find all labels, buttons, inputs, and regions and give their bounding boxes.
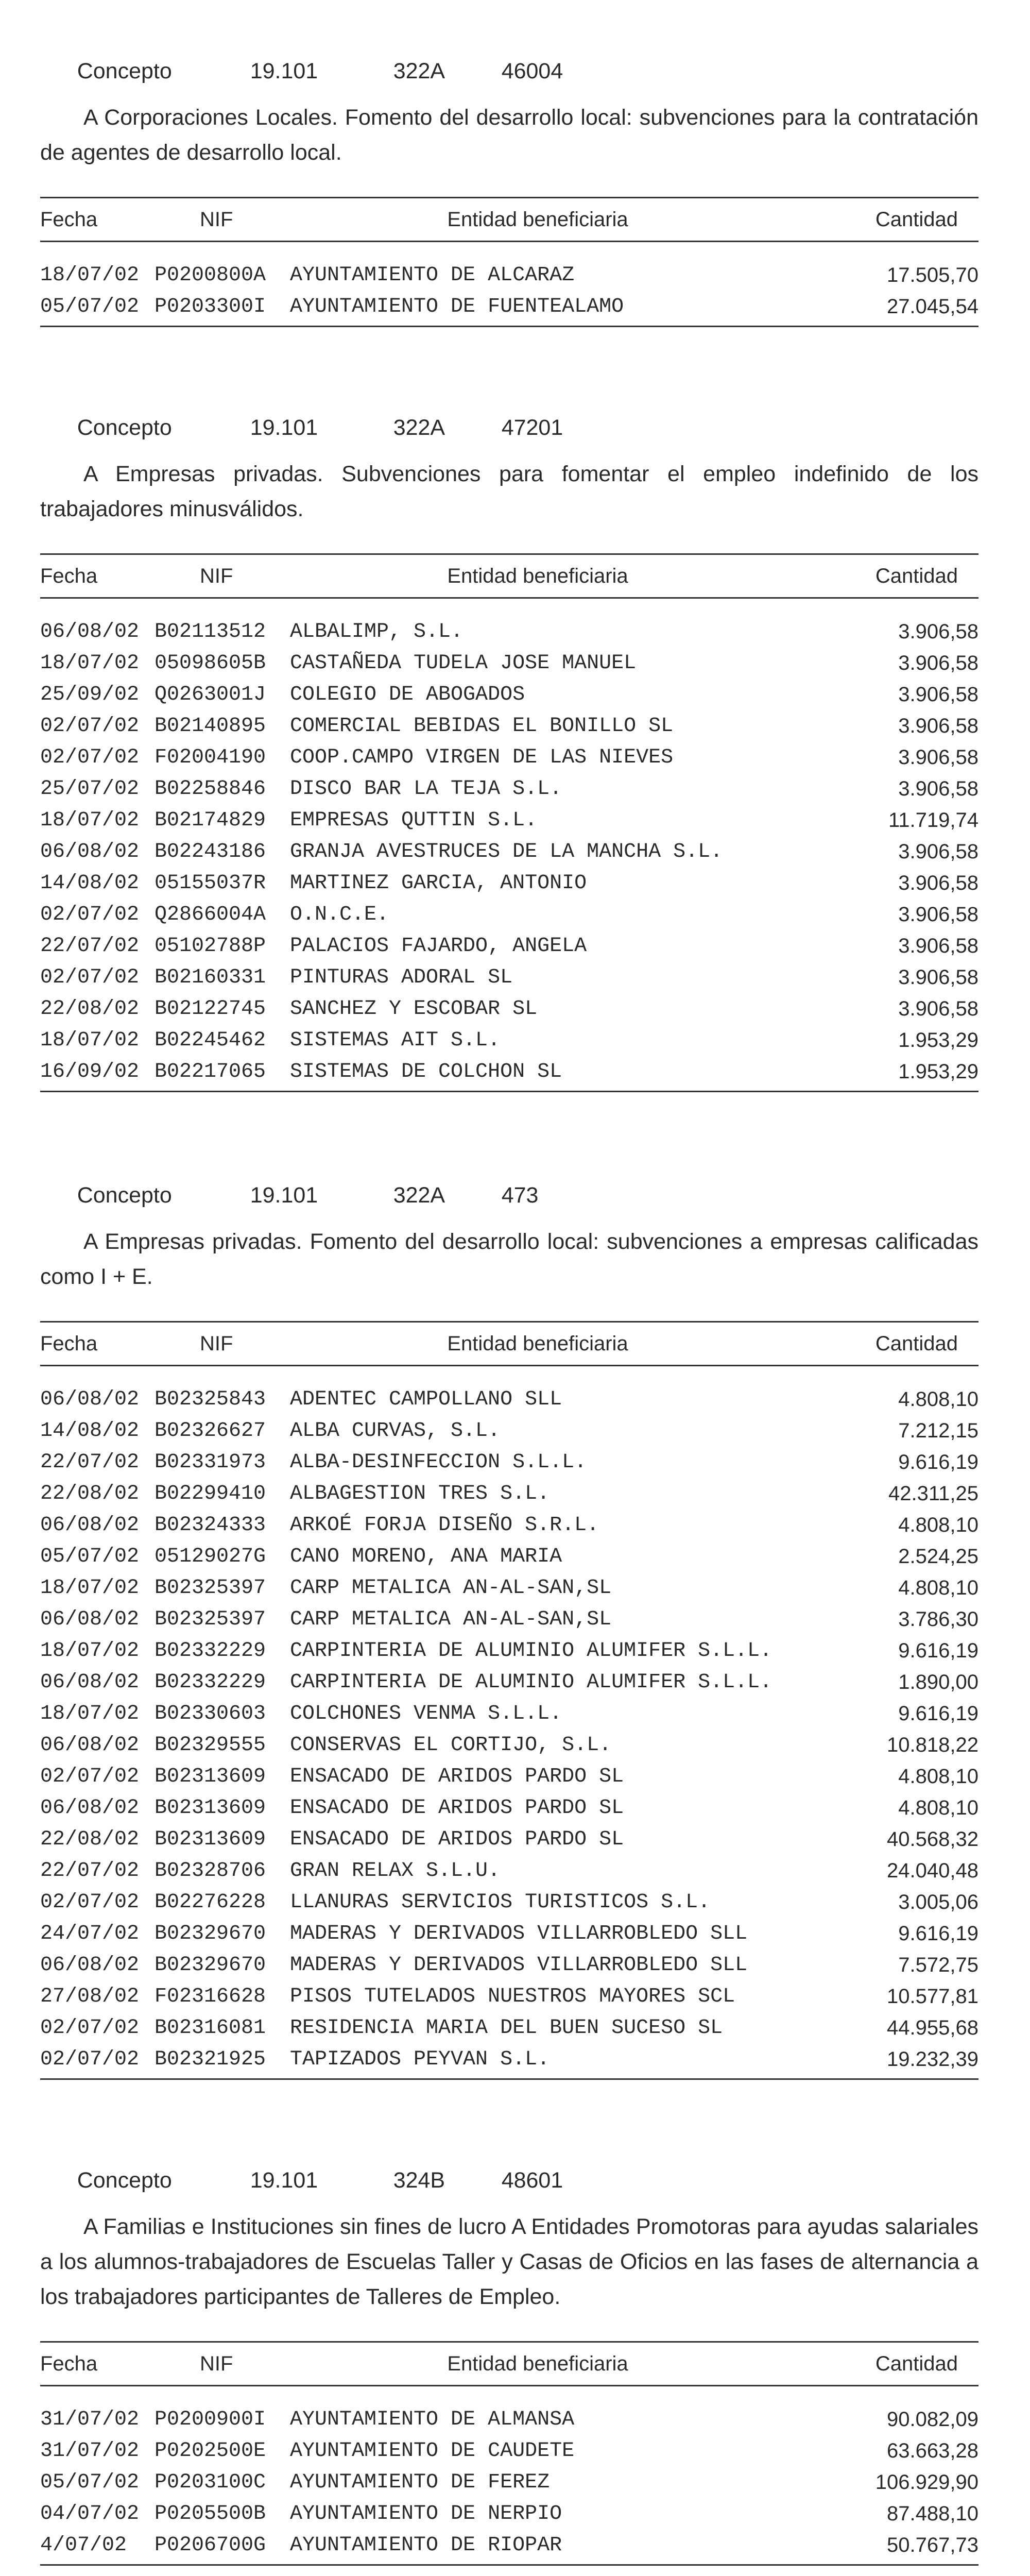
table-row — [40, 1761, 978, 1792]
cell-entidad: SISTEMAS DE COLCHON SL — [290, 1060, 562, 1083]
header-fecha: Fecha — [40, 1332, 98, 1355]
cell-cantidad: 3.906,58 — [898, 777, 978, 800]
table-row — [40, 1887, 978, 1918]
beneficiaries-table — [40, 553, 978, 1092]
cell-fecha: 27/08/02 — [40, 1985, 140, 2008]
beneficiaries-table — [40, 1321, 978, 2080]
header-cantidad: Cantidad — [875, 2352, 958, 2375]
cell-entidad: ENSACADO DE ARIDOS PARDO SL — [290, 1797, 624, 1820]
table-row — [40, 1824, 978, 1855]
cell-nif: B02313609 — [154, 1828, 266, 1851]
cell-entidad: TAPIZADOS PEYVAN S.L. — [290, 2048, 550, 2071]
concept-label: Concepto — [77, 2168, 172, 2193]
cell-entidad: CARPINTERIA DE ALUMINIO ALUMIFER S.L.L. — [290, 1639, 772, 1663]
cell-nif: F02004190 — [154, 746, 266, 769]
cell-fecha: 16/09/02 — [40, 1060, 140, 1083]
cell-cantidad: 17.505,70 — [887, 264, 978, 286]
cell-nif: B02299410 — [154, 1482, 266, 1505]
cell-nif: B02321925 — [154, 2048, 266, 2071]
cell-entidad: AYUNTAMIENTO DE CAUDETE — [290, 2439, 575, 2463]
table-row — [40, 1950, 978, 1981]
concept-code-concept: 47201 — [501, 415, 563, 440]
concept-heading — [40, 2134, 978, 2193]
cell-nif: B02316081 — [154, 2016, 266, 2040]
cell-fecha: 18/07/02 — [40, 1639, 140, 1663]
cell-nif: B02329555 — [154, 1734, 266, 1757]
cell-nif: 05129027G — [154, 1545, 266, 1568]
cell-nif: P0205500B — [154, 2502, 266, 2526]
cell-nif: Q2866004A — [154, 903, 266, 926]
concept-section — [40, 25, 978, 327]
table-row — [40, 1855, 978, 1887]
concept-label: Concepto — [77, 1183, 172, 1208]
cell-nif: P0206700G — [154, 2534, 266, 2557]
header-nif: NIF — [200, 1332, 233, 1355]
table-row — [40, 1635, 978, 1667]
cell-nif: P0203100C — [154, 2471, 266, 2494]
table-row — [40, 1698, 978, 1730]
cell-entidad: COMERCIAL BEBIDAS EL BONILLO SL — [290, 715, 674, 738]
cell-fecha: 31/07/02 — [40, 2408, 140, 2431]
concept-code-program: 324B — [393, 2168, 445, 2193]
cell-nif: B02313609 — [154, 1797, 266, 1820]
cell-cantidad: 40.568,32 — [887, 1828, 978, 1851]
cell-fecha: 14/08/02 — [40, 872, 140, 895]
cell-cantidad: 9.616,19 — [898, 1639, 978, 1662]
cell-fecha: 06/08/02 — [40, 1797, 140, 1820]
cell-cantidad: 3.906,58 — [898, 652, 978, 674]
cell-entidad: SISTEMAS AIT S.L. — [290, 1029, 501, 1052]
cell-nif: B02328706 — [154, 1859, 266, 1883]
table-header — [40, 197, 978, 242]
table-row — [40, 962, 978, 993]
concept-section — [40, 1149, 978, 2080]
concept-code-concept: 48601 — [501, 2168, 563, 2193]
table-row — [40, 899, 978, 930]
cell-cantidad: 3.906,58 — [898, 620, 978, 643]
cell-nif: B02276228 — [154, 1891, 266, 1914]
concept-heading — [40, 381, 978, 440]
cell-entidad: ALBA CURVAS, S.L. — [290, 1419, 501, 1443]
cell-entidad: CANO MORENO, ANA MARIA — [290, 1545, 562, 1568]
header-entidad: Entidad beneficiaria — [447, 2352, 628, 2375]
concept-code-service: 19.101 — [250, 415, 318, 440]
cell-cantidad: 63.663,28 — [887, 2439, 978, 2462]
table-header — [40, 553, 978, 599]
table-row — [40, 773, 978, 805]
cell-entidad: SANCHEZ Y ESCOBAR SL — [290, 997, 538, 1021]
cell-nif: P0202500E — [154, 2439, 266, 2463]
concept-code-program: 322A — [393, 1183, 445, 1208]
table-row — [40, 1981, 978, 2012]
header-fecha: Fecha — [40, 564, 98, 587]
cell-nif: B02329670 — [154, 1954, 266, 1977]
cell-nif: 05102788P — [154, 935, 266, 958]
cell-fecha: 04/07/02 — [40, 2502, 140, 2526]
cell-entidad: ADENTEC CAMPOLLANO SLL — [290, 1388, 562, 1411]
table-body — [40, 599, 978, 1092]
cell-fecha: 06/08/02 — [40, 1954, 140, 1977]
cell-nif: B02258846 — [154, 777, 266, 801]
cell-entidad: LLANURAS SERVICIOS TURISTICOS S.L. — [290, 1891, 711, 1914]
cell-entidad: GRANJA AVESTRUCES DE LA MANCHA S.L. — [290, 840, 723, 863]
table-row — [40, 2435, 978, 2467]
cell-fecha: 05/07/02 — [40, 1545, 140, 1568]
cell-fecha: 14/08/02 — [40, 1419, 140, 1443]
cell-entidad: COLCHONES VENMA S.L.L. — [290, 1702, 562, 1725]
table-row — [40, 1541, 978, 1572]
cell-nif: B02122745 — [154, 997, 266, 1021]
cell-cantidad: 4.808,10 — [898, 1514, 978, 1536]
beneficiaries-table — [40, 2341, 978, 2566]
cell-fecha: 06/08/02 — [40, 1608, 140, 1631]
cell-fecha: 22/08/02 — [40, 997, 140, 1021]
table-row — [40, 260, 978, 291]
cell-fecha: 02/07/02 — [40, 903, 140, 926]
concept-code-concept: 46004 — [501, 59, 563, 83]
cell-entidad: AYUNTAMIENTO DE NERPIO — [290, 2502, 562, 2526]
cell-entidad: ENSACADO DE ARIDOS PARDO SL — [290, 1828, 624, 1851]
cell-fecha: 02/07/02 — [40, 966, 140, 989]
cell-nif: B02113512 — [154, 620, 266, 643]
cell-fecha: 18/07/02 — [40, 1702, 140, 1725]
cell-entidad: EMPRESAS QUTTIN S.L. — [290, 809, 538, 832]
cell-cantidad: 4.808,10 — [898, 1388, 978, 1411]
cell-entidad: COLEGIO DE ABOGADOS — [290, 683, 525, 706]
cell-cantidad: 90.082,09 — [887, 2408, 978, 2431]
table-row — [40, 679, 978, 710]
cell-nif: F02316628 — [154, 1985, 266, 2008]
header-entidad: Entidad beneficiaria — [447, 208, 628, 231]
cell-fecha: 22/07/02 — [40, 935, 140, 958]
cell-fecha: 22/08/02 — [40, 1828, 140, 1851]
concept-code-program: 322A — [393, 59, 445, 83]
concept-section — [40, 381, 978, 1092]
cell-fecha: 06/08/02 — [40, 1388, 140, 1411]
table-row — [40, 2404, 978, 2435]
cell-cantidad: 7.212,15 — [898, 1419, 978, 1442]
cell-cantidad: 44.955,68 — [887, 2016, 978, 2039]
cell-entidad: CASTAÑEDA TUDELA JOSE MANUEL — [290, 652, 637, 675]
table-row — [40, 805, 978, 836]
table-row — [40, 930, 978, 962]
cell-nif: B02245462 — [154, 1029, 266, 1052]
cell-fecha: 18/07/02 — [40, 264, 140, 287]
header-nif: NIF — [200, 208, 233, 231]
header-cantidad: Cantidad — [875, 564, 958, 587]
cell-cantidad: 24.040,48 — [887, 1859, 978, 1882]
cell-entidad: MADERAS Y DERIVADOS VILLARROBLEDO SLL — [290, 1922, 748, 1945]
cell-fecha: 22/08/02 — [40, 1482, 140, 1505]
cell-fecha: 31/07/02 — [40, 2439, 140, 2463]
cell-entidad: CONSERVAS EL CORTIJO, S.L. — [290, 1734, 612, 1757]
cell-fecha: 05/07/02 — [40, 295, 140, 318]
cell-cantidad: 4.808,10 — [898, 1577, 978, 1599]
cell-nif: P0203300I — [154, 295, 266, 318]
cell-nif: B02332229 — [154, 1671, 266, 1694]
cell-fecha: 22/07/02 — [40, 1859, 140, 1883]
table-header — [40, 2341, 978, 2386]
table-row — [40, 710, 978, 742]
table-body — [40, 1366, 978, 2080]
cell-nif: B02217065 — [154, 1060, 266, 1083]
cell-nif: B02326627 — [154, 1419, 266, 1443]
table-row — [40, 1667, 978, 1698]
cell-cantidad: 106.929,90 — [875, 2471, 978, 2494]
table-row — [40, 868, 978, 899]
cell-nif: B02329670 — [154, 1922, 266, 1945]
cell-cantidad: 1.953,29 — [898, 1060, 978, 1083]
cell-fecha: 06/08/02 — [40, 1514, 140, 1537]
cell-cantidad: 3.906,58 — [898, 683, 978, 706]
cell-cantidad: 1.953,29 — [898, 1029, 978, 1052]
table-row — [40, 1056, 978, 1088]
cell-nif: B02140895 — [154, 715, 266, 738]
cell-fecha: 18/07/02 — [40, 1577, 140, 1600]
cell-nif: B02313609 — [154, 1765, 266, 1788]
cell-cantidad: 1.890,00 — [898, 1671, 978, 1693]
table-body — [40, 2386, 978, 2566]
cell-nif: B02330603 — [154, 1702, 266, 1725]
cell-entidad: AYUNTAMIENTO DE FEREZ — [290, 2471, 550, 2494]
cell-cantidad: 11.719,74 — [888, 809, 978, 832]
header-nif: NIF — [200, 564, 233, 587]
cell-entidad: ENSACADO DE ARIDOS PARDO SL — [290, 1765, 624, 1788]
table-body — [40, 242, 978, 327]
cell-entidad: ALBALIMP, S.L. — [290, 620, 464, 643]
concept-label: Concepto — [77, 59, 172, 83]
cell-fecha: 06/08/02 — [40, 840, 140, 863]
cell-entidad: O.N.C.E. — [290, 903, 389, 926]
cell-entidad: MARTINEZ GARCIA, ANTONIO — [290, 872, 587, 895]
cell-nif: B02331973 — [154, 1451, 266, 1474]
cell-fecha: 05/07/02 — [40, 2471, 140, 2494]
cell-entidad: MADERAS Y DERIVADOS VILLARROBLEDO SLL — [290, 1954, 748, 1977]
cell-fecha: 25/07/02 — [40, 777, 140, 801]
table-row — [40, 2530, 978, 2561]
cell-cantidad: 3.906,58 — [898, 966, 978, 989]
cell-fecha: 18/07/02 — [40, 652, 140, 675]
beneficiaries-table — [40, 197, 978, 327]
concept-label: Concepto — [77, 415, 172, 440]
cell-fecha: 18/07/02 — [40, 1029, 140, 1052]
cell-cantidad: 3.906,58 — [898, 840, 978, 863]
concept-description: A Empresas privadas. Subvenciones para fomentar el empleo indefinido de los trabajadores minusválidos. — [40, 462, 978, 521]
cell-cantidad: 3.906,58 — [898, 997, 978, 1020]
cell-entidad: AYUNTAMIENTO DE RIOPAR — [290, 2534, 562, 2557]
cell-nif: Q0263001J — [154, 683, 266, 706]
cell-fecha: 06/08/02 — [40, 1734, 140, 1757]
cell-nif: B02243186 — [154, 840, 266, 863]
cell-entidad: COOP.CAMPO VIRGEN DE LAS NIEVES — [290, 746, 674, 769]
cell-cantidad: 10.818,22 — [887, 1734, 978, 1756]
table-row — [40, 1730, 978, 1761]
table-row — [40, 291, 978, 323]
header-entidad: Entidad beneficiaria — [447, 1332, 628, 1355]
cell-entidad: CARPINTERIA DE ALUMINIO ALUMIFER S.L.L. — [290, 1671, 772, 1694]
cell-cantidad: 3.906,58 — [898, 746, 978, 769]
cell-fecha: 4/07/02 — [40, 2534, 127, 2557]
cell-entidad: ALBAGESTION TRES S.L. — [290, 1482, 550, 1505]
cell-cantidad: 3.786,30 — [898, 1608, 978, 1631]
cell-nif: B02160331 — [154, 966, 266, 989]
header-cantidad: Cantidad — [875, 1332, 958, 1355]
cell-nif: B02325843 — [154, 1388, 266, 1411]
cell-entidad: GRAN RELAX S.L.U. — [290, 1859, 501, 1883]
concept-section — [40, 2134, 978, 2566]
header-fecha: Fecha — [40, 208, 98, 231]
header-nif: NIF — [200, 2352, 233, 2375]
cell-cantidad: 19.232,39 — [887, 2048, 978, 2071]
header-entidad: Entidad beneficiaria — [447, 564, 628, 587]
cell-fecha: 02/07/02 — [40, 2048, 140, 2071]
header-fecha: Fecha — [40, 2352, 98, 2375]
cell-nif: B02325397 — [154, 1608, 266, 1631]
table-row — [40, 742, 978, 773]
cell-entidad: DISCO BAR LA TEJA S.L. — [290, 777, 562, 801]
cell-cantidad: 9.616,19 — [898, 1922, 978, 1945]
cell-fecha: 02/07/02 — [40, 1765, 140, 1788]
cell-fecha: 18/07/02 — [40, 809, 140, 832]
cell-entidad: AYUNTAMIENTO DE ALCARAZ — [290, 264, 575, 287]
cell-fecha: 22/07/02 — [40, 1451, 140, 1474]
table-row — [40, 1792, 978, 1824]
concept-description: A Familias e Instituciones sin fines de lucro A Entidades Promotoras para ayudas salariales a los alumnos-trabajadores de Escuelas Taller y Casas de Oficios en las fases de alternancia a los trabajadores participantes de Talleres de Empleo. — [40, 2214, 978, 2309]
table-row — [40, 2467, 978, 2498]
table-row — [40, 1918, 978, 1950]
cell-nif: 05155037R — [154, 872, 266, 895]
cell-cantidad: 4.808,10 — [898, 1797, 978, 1819]
cell-cantidad: 9.616,19 — [898, 1702, 978, 1725]
cell-cantidad: 7.572,75 — [898, 1954, 978, 1976]
cell-nif: P0200900I — [154, 2408, 266, 2431]
cell-entidad: RESIDENCIA MARIA DEL BUEN SUCESO SL — [290, 2016, 723, 2040]
table-row — [40, 993, 978, 1025]
concept-description: A Corporaciones Locales. Fomento del desarrollo local: subvenciones para la contratación de agentes de desarrollo local. — [40, 105, 978, 165]
table-row — [40, 2044, 978, 2075]
table-row — [40, 2012, 978, 2044]
cell-entidad: CARP METALICA AN-AL-SAN,SL — [290, 1577, 612, 1600]
table-row — [40, 616, 978, 648]
cell-cantidad: 42.311,25 — [888, 1482, 978, 1505]
concept-code-program: 322A — [393, 415, 445, 440]
cell-nif: B02174829 — [154, 809, 266, 832]
concept-heading — [40, 25, 978, 83]
table-row — [40, 836, 978, 868]
cell-entidad: ARKOÉ FORJA DISEÑO S.R.L. — [290, 1514, 599, 1537]
cell-cantidad: 3.906,58 — [898, 935, 978, 957]
table-row — [40, 1384, 978, 1415]
cell-cantidad: 87.488,10 — [887, 2502, 978, 2525]
cell-fecha: 02/07/02 — [40, 746, 140, 769]
concept-heading — [40, 1149, 978, 1208]
cell-entidad: CARP METALICA AN-AL-SAN,SL — [290, 1608, 612, 1631]
cell-nif: B02325397 — [154, 1577, 266, 1600]
cell-nif: B02324333 — [154, 1514, 266, 1537]
table-row — [40, 648, 978, 679]
cell-fecha: 06/08/02 — [40, 1671, 140, 1694]
cell-entidad: AYUNTAMIENTO DE FUENTEALAMO — [290, 295, 624, 318]
cell-fecha: 02/07/02 — [40, 715, 140, 738]
cell-fecha: 25/09/02 — [40, 683, 140, 706]
cell-fecha: 02/07/02 — [40, 1891, 140, 1914]
cell-cantidad: 2.524,25 — [898, 1545, 978, 1568]
concept-code-concept: 473 — [501, 1183, 539, 1208]
table-row — [40, 1025, 978, 1056]
concept-description: A Empresas privadas. Fomento del desarrollo local: subvenciones a empresas calificadas como I + E. — [40, 1229, 978, 1289]
cell-nif: P0200800A — [154, 264, 266, 287]
cell-cantidad: 3.906,58 — [898, 903, 978, 926]
cell-cantidad: 50.767,73 — [887, 2534, 978, 2556]
table-row — [40, 1447, 978, 1478]
table-row — [40, 1572, 978, 1604]
cell-fecha: 24/07/02 — [40, 1922, 140, 1945]
cell-cantidad: 3.906,58 — [898, 872, 978, 894]
cell-cantidad: 10.577,81 — [887, 1985, 978, 2008]
cell-entidad: PALACIOS FAJARDO, ANGELA — [290, 935, 587, 958]
cell-entidad: PISOS TUTELADOS NUESTROS MAYORES SCL — [290, 1985, 735, 2008]
cell-cantidad: 3.906,58 — [898, 715, 978, 737]
cell-cantidad: 27.045,54 — [887, 295, 978, 318]
cell-entidad: ALBA-DESINFECCION S.L.L. — [290, 1451, 587, 1474]
table-row — [40, 2498, 978, 2530]
concept-code-service: 19.101 — [250, 2168, 318, 2193]
cell-nif: 05098605B — [154, 652, 266, 675]
table-row — [40, 1478, 978, 1510]
cell-cantidad: 4.808,10 — [898, 1765, 978, 1788]
cell-entidad: PINTURAS ADORAL SL — [290, 966, 513, 989]
cell-fecha: 02/07/02 — [40, 2016, 140, 2040]
cell-cantidad: 3.005,06 — [898, 1891, 978, 1913]
table-header — [40, 1321, 978, 1366]
concept-code-service: 19.101 — [250, 1183, 318, 1208]
table-row — [40, 1415, 978, 1447]
table-row — [40, 1604, 978, 1635]
header-cantidad: Cantidad — [875, 208, 958, 231]
concept-code-service: 19.101 — [250, 59, 318, 83]
table-row — [40, 1510, 978, 1541]
cell-fecha: 06/08/02 — [40, 620, 140, 643]
cell-entidad: AYUNTAMIENTO DE ALMANSA — [290, 2408, 575, 2431]
cell-nif: B02332229 — [154, 1639, 266, 1663]
cell-cantidad: 9.616,19 — [898, 1451, 978, 1473]
